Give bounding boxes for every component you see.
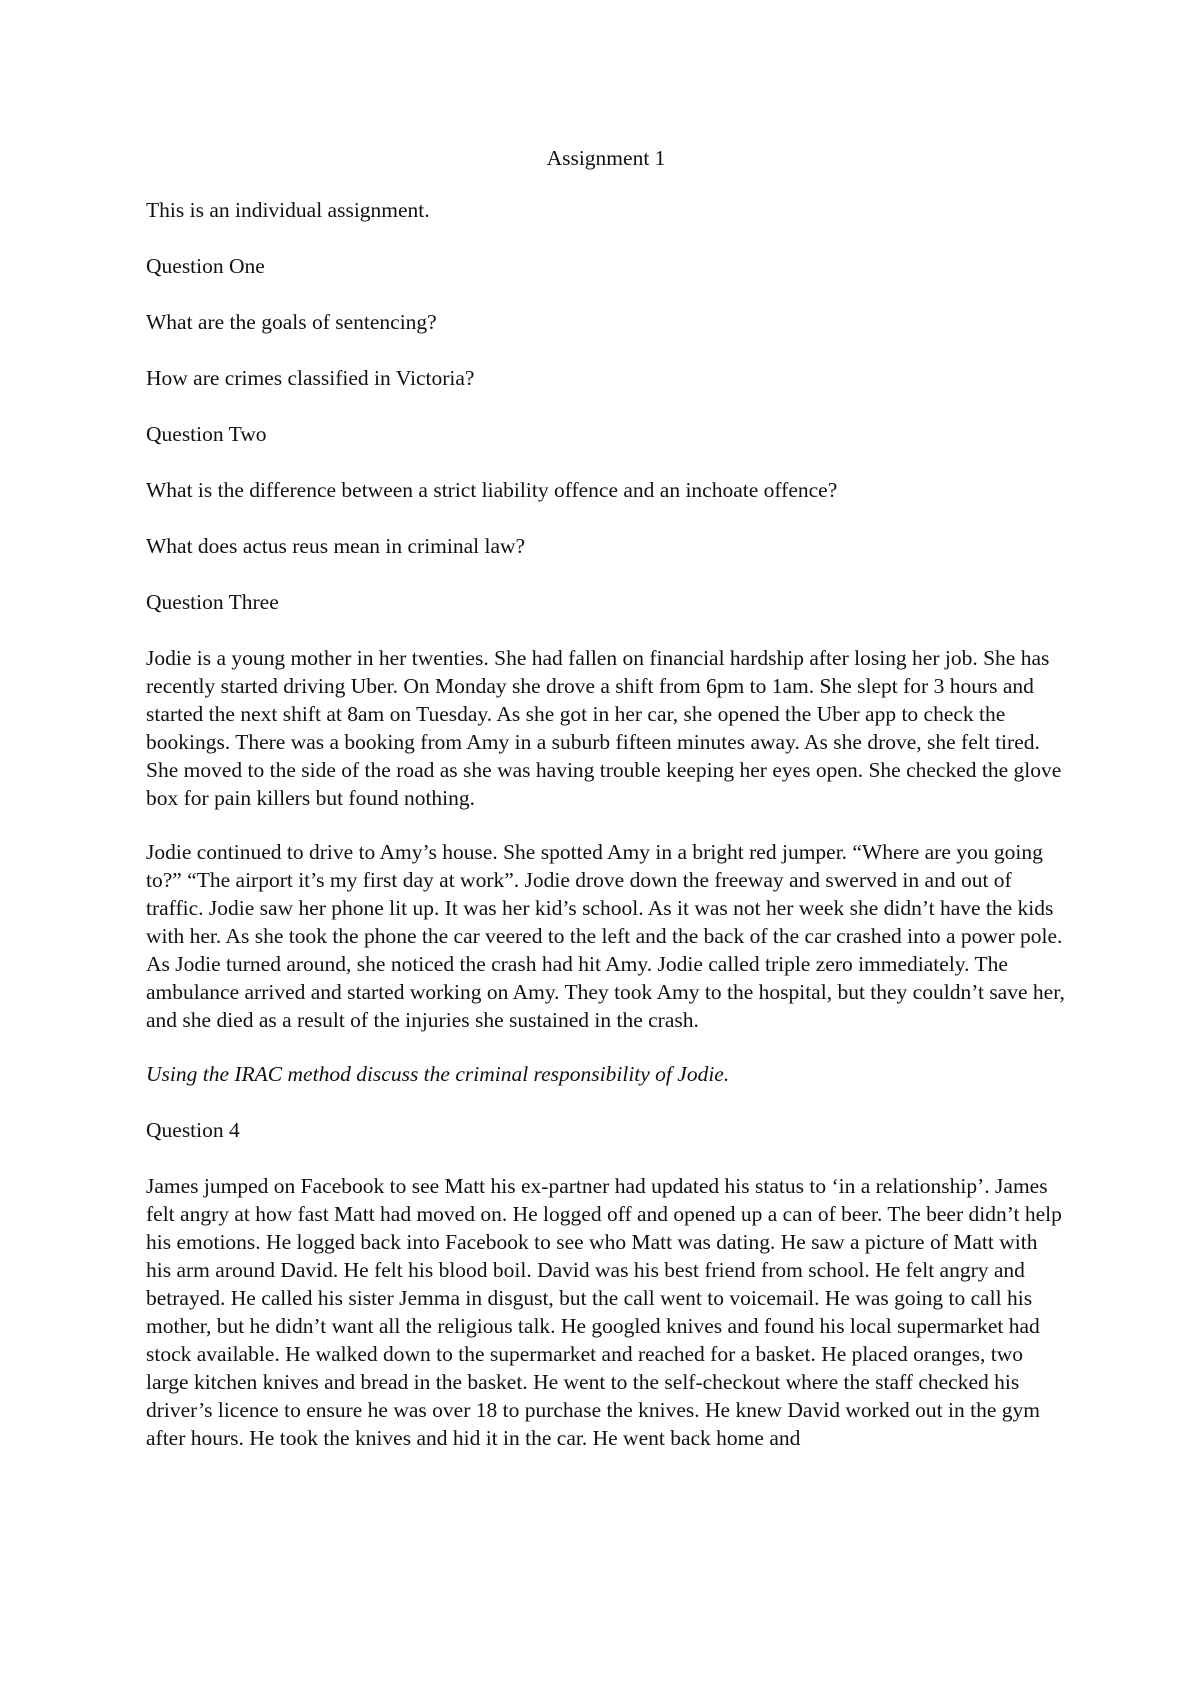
- question-two-heading: Question Two: [146, 422, 267, 446]
- question-three-paragraph-1: Jodie is a young mother in her twenties. She had fallen on financial hardship after losing her job. She has recently started driving Uber. On Monday she drove a shift from 6pm to 1am. She slept for 3 hours and started the next shift at 8am on Tuesday. As she got in her car, she opened the Uber app to check the bookings. There was a booking from Amy in a suburb fifteen minutes away. As she drove, she felt tired. She moved to the side of the road as she was having trouble keeping her eyes open. She checked the glove box for pain killers but found nothing.: [146, 646, 1062, 810]
- question-two-part-b: What does actus reus mean in criminal law?: [146, 534, 526, 558]
- question-three-task: Using the IRAC method discuss the criminal responsibility of Jodie.: [146, 1062, 730, 1086]
- question-one-part-b: How are crimes classified in Victoria?: [146, 366, 475, 390]
- question-four-paragraph-1: James jumped on Facebook to see Matt his ex-partner had updated his status to ‘in a relationship’. James felt angry at how fast Matt had moved on. He logged off and opened up a can of beer. The beer didn’t help his emotions. He logged back into Facebook to see who Matt was dating. He saw a picture of Matt with his arm around David. He felt his blood boil. David was his best friend from school. He felt angry and betrayed. He called his sister Jemma in disgust, but the call went to voicemail. He was going to call his mother, but he didn’t want all the religious talk. He googled knives and found his local supermarket had stock available. He walked down to the supermarket and reached for a basket. He placed oranges, two large kitchen knives and bread in the basket. He went to the self-checkout where the staff checked his driver’s licence to ensure he was over 18 to purchase the knives. He knew David worked out in the gym after hours. He took the knives and hid it in the car. He went back home and: [146, 1174, 1062, 1450]
- question-three-paragraph-2: Jodie continued to drive to Amy’s house. She spotted Amy in a bright red jumper. “Where are you going to?” “The airport it’s my first day at work”. Jodie drove down the freeway and swerved in and out of traffic. Jodie saw her phone lit up. It was her kid’s school. As it was not her week she didn’t have the kids with her. As she took the phone the car veered to the left and the back of the car crashed into a power pole. As Jodie turned around, she noticed the crash had hit Amy. Jodie called triple zero immediately. The ambulance arrived and started working on Amy. They took Amy to the hospital, but they couldn’t save her, and she died as a result of the injuries she sustained in the crash.: [146, 840, 1065, 1032]
- question-three-heading: Question Three: [146, 590, 279, 614]
- document-title: Assignment 1: [546, 146, 666, 170]
- question-one-heading: Question One: [146, 254, 265, 278]
- document-content: [146, 144, 1066, 1478]
- question-one-part-a: What are the goals of sentencing?: [146, 310, 437, 334]
- question-two-part-a: What is the difference between a strict liability offence and an inchoate offence?: [146, 478, 838, 502]
- question-four-heading: Question 4: [146, 1118, 240, 1142]
- intro-text: This is an individual assignment.: [146, 198, 430, 222]
